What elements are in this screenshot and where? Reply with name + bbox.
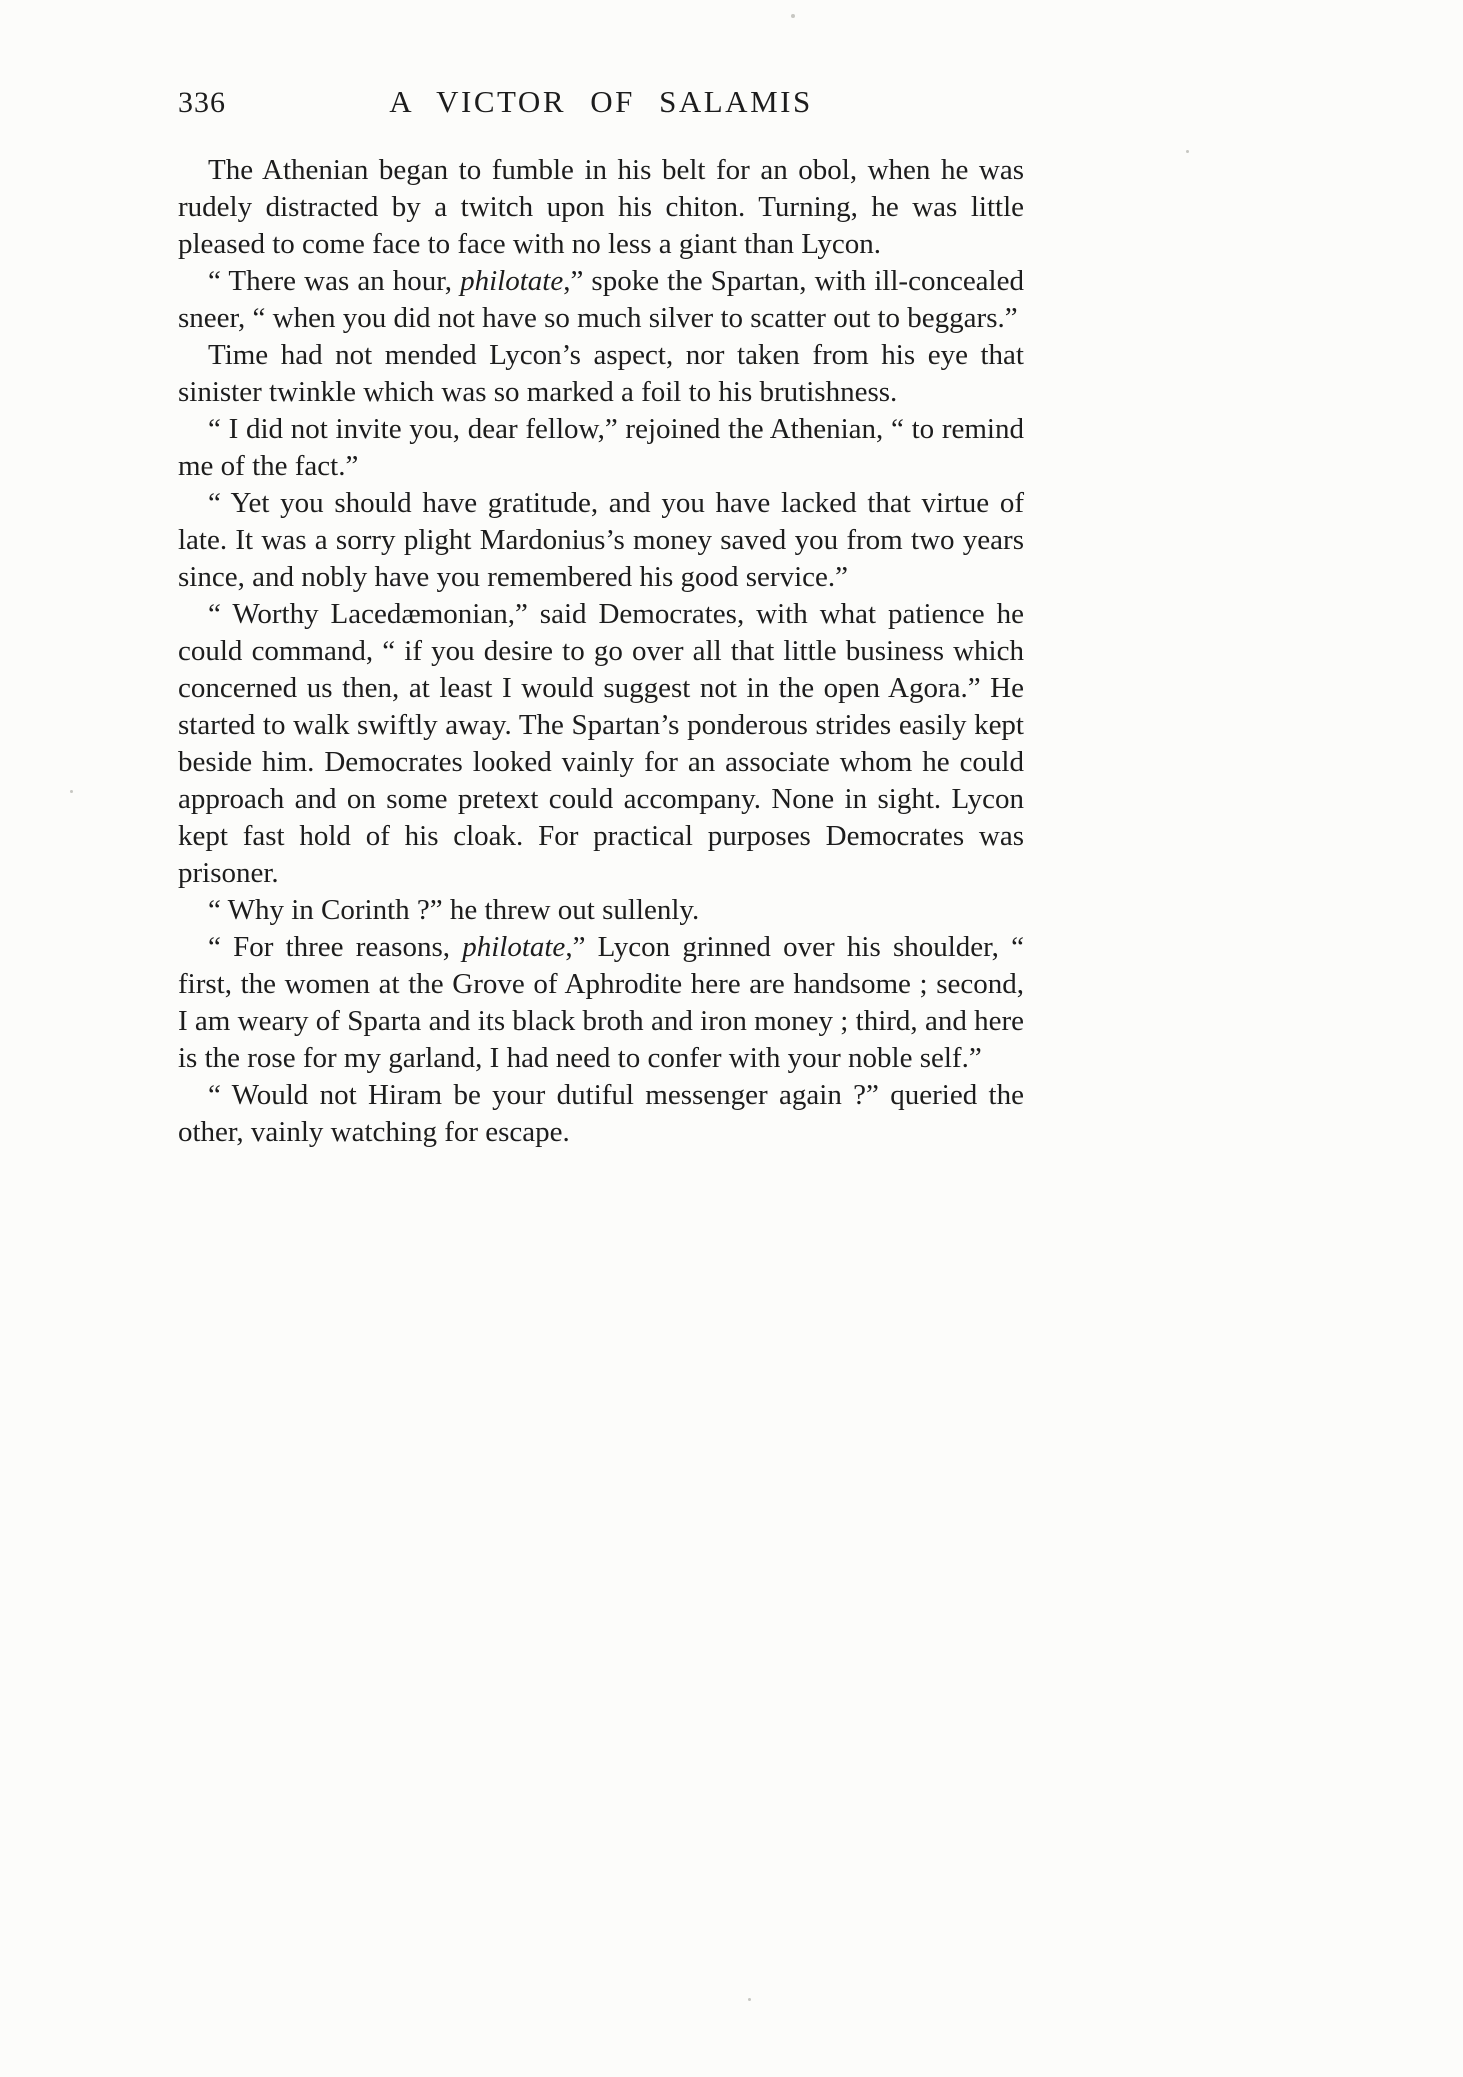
text-run: The Athenian began to fumble in his belt for an obol, when he was rudely distracted by a twitch upon his chiton. Turning, he was little pleased to come face to face with no less a giant than Lycon. [178, 154, 1024, 260]
paragraph [178, 485, 1024, 596]
italic-text: philotate [460, 265, 564, 297]
page-body [178, 152, 1024, 1151]
paragraph [178, 892, 1024, 929]
scan-speck [70, 790, 73, 793]
text-run: “ Worthy Lacedæmonian,” said Democrates, with what patience he could command, “ if you desire to go over all that little business which concerned us then, at least I would suggest not in the open Agora.” He started to walk swiftly away. The Spartan’s ponderous strides easily kept beside him. Democrates looked vainly for an associate whom he could approach and on some pretext could accompany. None in sight. Lycon kept fast hold of his cloak. For practical purposes Democrates was prisoner. [178, 598, 1024, 889]
text-run: ,” spoke the Spartan, with ill-concealed sneer, “ when you did not have so much silver to scatter out to beggars.” [178, 265, 1024, 334]
scan-speck [748, 1998, 751, 2001]
running-title: A VICTOR OF SALAMIS [389, 84, 813, 119]
scan-speck [791, 14, 795, 18]
text-run: ,” Lycon grinned over his shoulder, “ first, the women at the Grove of Aphrodite here are handsome ; second, I am weary of Sparta and its black broth and iron money ; third, and here is the rose for my garland, I had need to confer with your noble self.” [178, 931, 1024, 1074]
paragraph [178, 337, 1024, 411]
text-run: “ There was an hour, [208, 265, 461, 297]
paragraph [178, 152, 1024, 263]
paragraph [178, 1077, 1024, 1151]
text-run: “ Why in Corinth ?” he threw out sullenly. [208, 894, 700, 926]
text-run: Time had not mended Lycon’s aspect, nor taken from his eye that sinister twinkle which was so marked a foil to his brutishness. [178, 339, 1024, 408]
page-header [178, 84, 1024, 124]
paragraph [178, 929, 1024, 1077]
text-run: “ For three reasons, [208, 931, 463, 963]
page-number: 336 [178, 86, 226, 119]
italic-text: philotate [462, 931, 566, 963]
scan-speck [1186, 150, 1189, 153]
paragraph [178, 263, 1024, 337]
paragraph [178, 596, 1024, 892]
text-run: “ I did not invite you, dear fellow,” rejoined the Athenian, “ to remind me of the fact.” [178, 413, 1024, 482]
paragraph [178, 411, 1024, 485]
text-run: “ Would not Hiram be your dutiful messenger again ?” queried the other, vainly watching for escape. [178, 1079, 1024, 1148]
text-run: “ Yet you should have gratitude, and you have lacked that virtue of late. It was a sorry plight Mardonius’s money saved you from two years since, and nobly have you remembered his good service.” [178, 487, 1024, 593]
